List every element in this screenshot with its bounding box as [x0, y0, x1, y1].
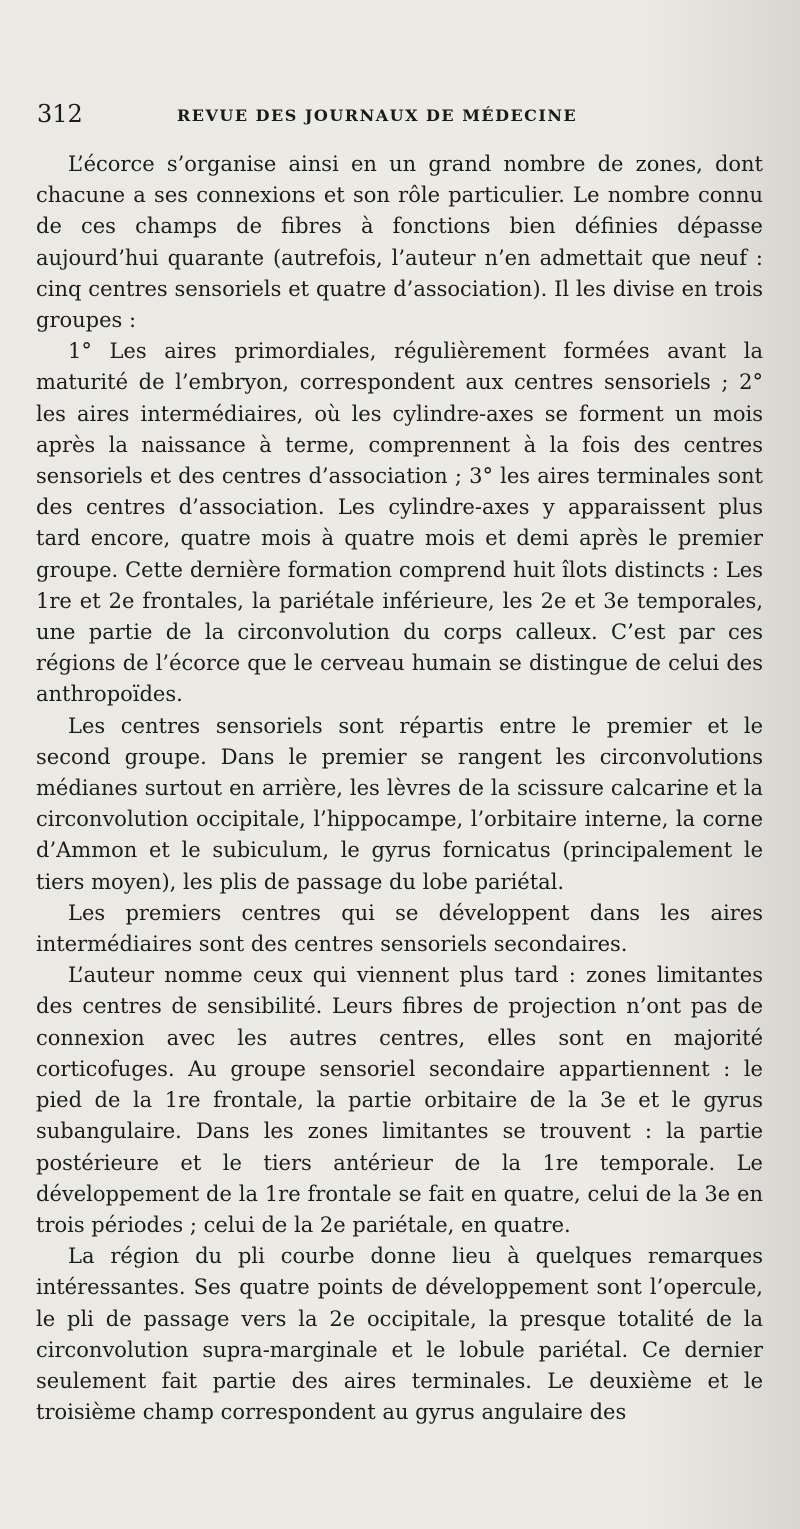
- page-number: 312: [37, 100, 83, 128]
- body-text: [36, 149, 763, 1428]
- paragraph: Les premiers centres qui se développent dans les aires intermédiaires sont des centres sensoriels secondaires.: [36, 900, 763, 957]
- running-head: REVUE DES JOURNAUX DE MÉDECINE: [177, 106, 578, 125]
- page-header: [37, 100, 762, 136]
- paragraph: L’écorce s’organise ainsi en un grand nombre de zones, dont chacune a ses connexions et son rôle particulier. Le nombre connu de ces champs de fibres à fonctions bien définies dépasse aujourd’hui quarante (autrefois, l’auteur n’en admettait que neuf : cinq centres sensoriels et quatre d’association). Il les divise en trois groupes :: [36, 152, 763, 333]
- paragraph: Les centres sensoriels sont répartis entre le premier et le second groupe. Dans le premier se rangent les circonvolutions médianes surtout en arrière, les lèvres de la scissure calcarine et la circonvolution occipitale, l’hippocampe, l’orbitaire interne, la corne d’Ammon et le subiculum, le gyrus fornicatus (principalement le tiers moyen), les plis de passage du lobe pariétal.: [36, 713, 763, 894]
- paragraph: La région du pli courbe donne lieu à quelques remarques intéressantes. Ses quatre points de développement sont l’opercule, le pli de passage vers la 2e occipitale, la presque totalité de la circonvolution supra-marginale et le lobule pariétal. Ce dernier seulement fait partie des aires terminales. Le deuxième et le troisième champ correspondent au gyrus angulaire des: [36, 1244, 763, 1425]
- paragraph: L’auteur nomme ceux qui viennent plus tard : zones limitantes des centres de sensibilité. Leurs fibres de projection n’ont pas de connexion avec les autres centres, elles sont en majorité corticofuges. Au groupe sensoriel secondaire appartiennent : le pied de la 1re frontale, la partie orbitaire de la 3e et le gyrus subangulaire. Dans les zones limitantes se trouvent : la partie postérieure et le tiers antérieur de la 1re temporale. Le développement de la 1re frontale se fait en quatre, celui de la 3e en trois périodes ; celui de la 2e pariétale, en quatre.: [36, 963, 763, 1237]
- paragraph: 1° Les aires primordiales, régulièrement formées avant la maturité de l’embryon, correspondent aux centres sensoriels ; 2° les aires intermédiaires, où les cylindre-axes se forment un mois après la naissance à terme, comprennent à la fois des centres sensoriels et des centres d’association ; 3° les aires terminales sont des centres d’association. Les cylindre-axes y apparaissent plus tard encore, quatre mois à quatre mois et demi après le premier groupe. Cette dernière formation comprend huit îlots distincts : Les 1re et 2e frontales, la pariétale inférieure, les 2e et 3e temporales, une partie de la circonvolution du corps calleux. C’est par ces régions de l’écorce que le cerveau humain se distingue de celui des anthropoïdes.: [36, 339, 763, 707]
